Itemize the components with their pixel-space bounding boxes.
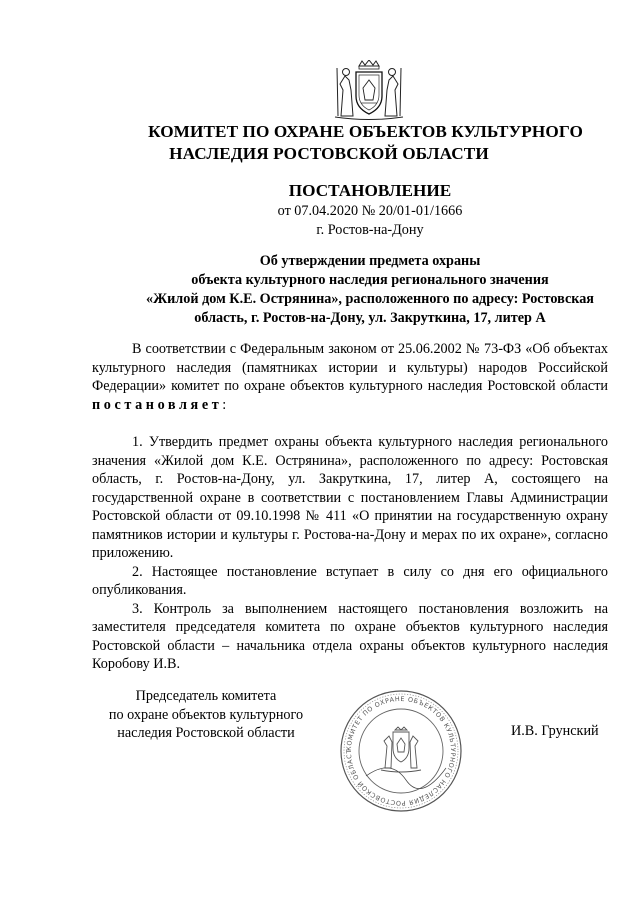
seal-ring-text: КОМИТЕТ ПО ОХРАНЕ ОБЪЕКТОВ КУЛЬТУРНОГО НАСЛЕДИЯ РОСТОВСКОЙ ОБЛАСТ [344,694,458,808]
signatory-title-line-1: Председатель комитета [135,688,277,704]
document-body [92,340,608,674]
signatory-title-line-3: наследия Ростовской области [117,725,295,741]
item-1: 1. Утвердить предмет охраны объекта культурного наследия регионального значения «Жилой дом К.Е. Острянина», расположенного по адресу: Ростовская область, г. Ростов-на-Дону, ул. Закруткина, 17, литер А, состоящего на государственной охране в соответствии с постановлением Главы Администрации Ростовской области от 09.10.1998 № 411 «О принятии на государственную охрану памятников истории и культуры г. Ростова-на-Дону и мерах по их охране», согласно приложению. [92,434,608,561]
document-date-number: от 07.04.2020 № 20/01-01/1666 [277,203,463,219]
signatory-name: И.В. Грунский [511,723,599,739]
committee-line-2: НАСЛЕДИЯ РОСТОВСКОЙ ОБЛАСТИ [169,144,489,163]
decree-word: постановляет [92,396,223,413]
item-2: 2. Настоящее постановление вступает в силу со дня его официального опубликования. [92,563,608,598]
preamble-paragraph [92,340,608,414]
document-type: ПОСТАНОВЛЕНИЕ [288,181,452,200]
official-seal-icon [336,688,466,814]
subject-line-3: «Жилой дом К.Е. Острянина», расположенного по адресу: Ростовская [146,291,594,307]
signatory-title-line-2: по охране объектов культурного [108,706,304,723]
committee-line-1: КОМИТЕТ ПО ОХРАНЕ ОБЪЕКТОВ КУЛЬТУРНОГО [148,122,583,141]
document-city: г. Ростов-на-Дону [316,222,424,238]
signatory-title [96,687,316,743]
preamble-colon: : [222,396,227,413]
subject-line-4: область, г. Ростов-на-Дону, ул. Закруткина, 17, литер А [194,310,546,326]
committee-name [0,121,640,165]
item-3: 3. Контроль за выполнением настоящего постановления возложить на заместителя председателя комитета по охране объектов культурного наследия Ростовской области – начальника отдела охраны объектов культурного наследия Коробову И.В. [92,600,608,672]
subject-line-1: Об утверждении предмета охраны [259,253,481,269]
preamble-text: В соответствии с Федеральным законом от 25.06.2002 № 73-ФЗ «Об объектах культурного наследия (памятниках истории и культуры) народов Российской Федерации» комитет по охране объектов культурного наследия Ростовской области [92,341,608,394]
coat-of-arms-icon [331,60,407,120]
document-subject [100,252,640,328]
subject-line-2: объекта культурного наследия регионального значения [191,272,549,288]
